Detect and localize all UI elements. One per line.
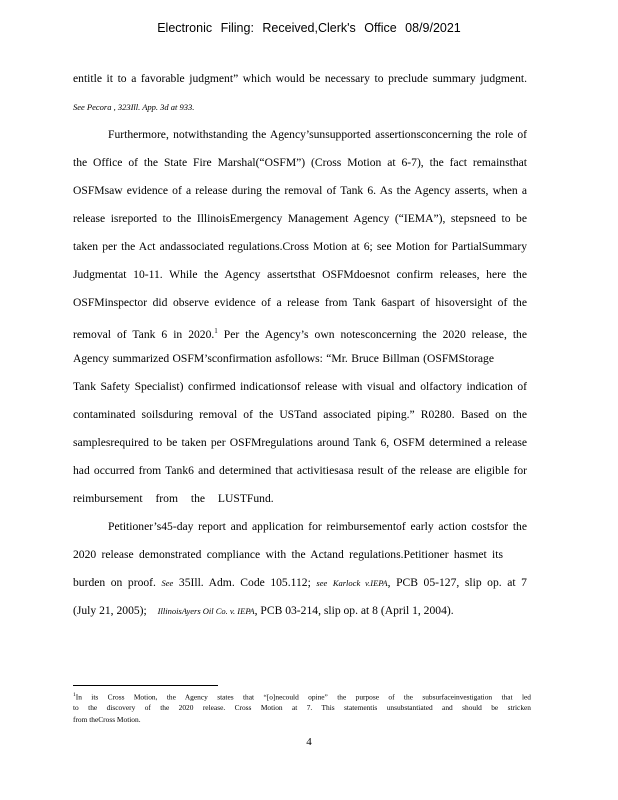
footnote-line-2: to the discovery of the 2020 release. Cross Motion at 7. This statementis unsubstantiated and should be stricken bbox=[73, 703, 531, 712]
body-line-20 bbox=[73, 604, 454, 618]
body-line-10 bbox=[73, 324, 527, 342]
body-line-20a: (July 21, 2005); bbox=[73, 604, 147, 617]
body-line-19b: 35Ill. Adm. Code 105.112; bbox=[178, 576, 311, 589]
footnote-line-1 bbox=[73, 691, 531, 701]
citation-karlock: Karlock v.IEPA bbox=[332, 578, 388, 588]
body-line-18: 2020 release demonstrated compliance with the Actand regulations.Petitioner hasmet its bbox=[73, 548, 503, 561]
filing-stamp-header: Electronic Filing: Received,Clerk's Office 08/9/2021 bbox=[157, 21, 461, 35]
body-line-3: Furthermore, notwithstanding the Agency’sunsupported assertionsconcerning the role of bbox=[108, 128, 527, 141]
body-line-17: Petitioner’s45-day report and application for reimbursementof early action costsfor the bbox=[108, 520, 527, 533]
body-line-20b: , PCB 03-214, slip op. at 8 (April 1, 2004). bbox=[254, 604, 454, 617]
body-line-12: Tank Safety Specialist) confirmed indicationsof release with visual and olfactory indication of bbox=[73, 380, 527, 393]
body-line-1: entitle it to a favorable judgment” which would be necessary to preclude summary judgment. bbox=[73, 72, 527, 85]
citation-italic: See Pecora , 323Ill. App. 3d at 933. bbox=[73, 102, 195, 112]
citation-illinois-ayers: IllinoisAyers Oil Co. v. IEPA bbox=[157, 606, 255, 616]
body-line-11: Agency summarized OSFM’sconfirmation asfollows: “Mr. Bruce Billman (OSFMStorage bbox=[73, 352, 494, 365]
body-line-13: contaminated soilsduring removal of the USTand associated piping.” R0280. Based on the bbox=[73, 408, 527, 421]
citation-see: See bbox=[161, 578, 174, 588]
body-line-14: samplesrequired to be taken per OSFMregulations around Tank 6, OSFM determined a release bbox=[73, 436, 527, 449]
body-line-6: release isreported to the IllinoisEmergency Management Agency (“IEMA”), stepsneed to be bbox=[73, 212, 527, 225]
body-line-7: taken per the Act andassociated regulations.Cross Motion at 6; see Motion for PartialSummary bbox=[73, 240, 527, 253]
body-line-2 bbox=[73, 100, 194, 114]
body-line-8: Judgmentat 10-11. While the Agency assertsthat OSFMdoesnot confirm releases, here the bbox=[73, 268, 527, 281]
body-line-5: OSFMsaw evidence of a release during the removal of Tank 6. As the Agency asserts, when a bbox=[73, 184, 527, 197]
body-line-4: the Office of the State Fire Marshal(“OSFM”) (Cross Motion at 6-7), the fact remainsthat bbox=[73, 156, 527, 169]
body-line-10a: removal of Tank 6 in 2020. bbox=[73, 327, 215, 341]
footnote-line-3: from theCross Motion. bbox=[73, 715, 141, 724]
body-line-16: reimbursement from the LUSTFund. bbox=[73, 492, 274, 505]
body-line-19a: burden on proof. bbox=[73, 576, 156, 589]
footnote-text-1: In its Cross Motion, the Agency states that “[o]necould opine” the purpose of the subsurfaceinvestigation that led bbox=[75, 692, 531, 702]
body-line-19 bbox=[73, 576, 527, 590]
footnote-divider bbox=[73, 685, 218, 686]
page-number: 4 bbox=[306, 736, 312, 748]
footnote-marker: 1 bbox=[73, 692, 76, 698]
body-line-19c: , PCB 05-127, slip op. at 7 bbox=[387, 576, 527, 589]
body-line-10b: Per the Agency’s own notesconcerning the 2020 release, the bbox=[223, 327, 527, 341]
footnote-reference: 1 bbox=[214, 327, 218, 335]
citation-see-2: see bbox=[316, 578, 328, 588]
body-line-15: had occurred from Tank6 and determined that activitiesasa result of the release are eligible for bbox=[73, 464, 527, 477]
body-line-9: OSFMinspector did observe evidence of a release from Tank 6aspart of hisoversight of the bbox=[73, 296, 527, 309]
